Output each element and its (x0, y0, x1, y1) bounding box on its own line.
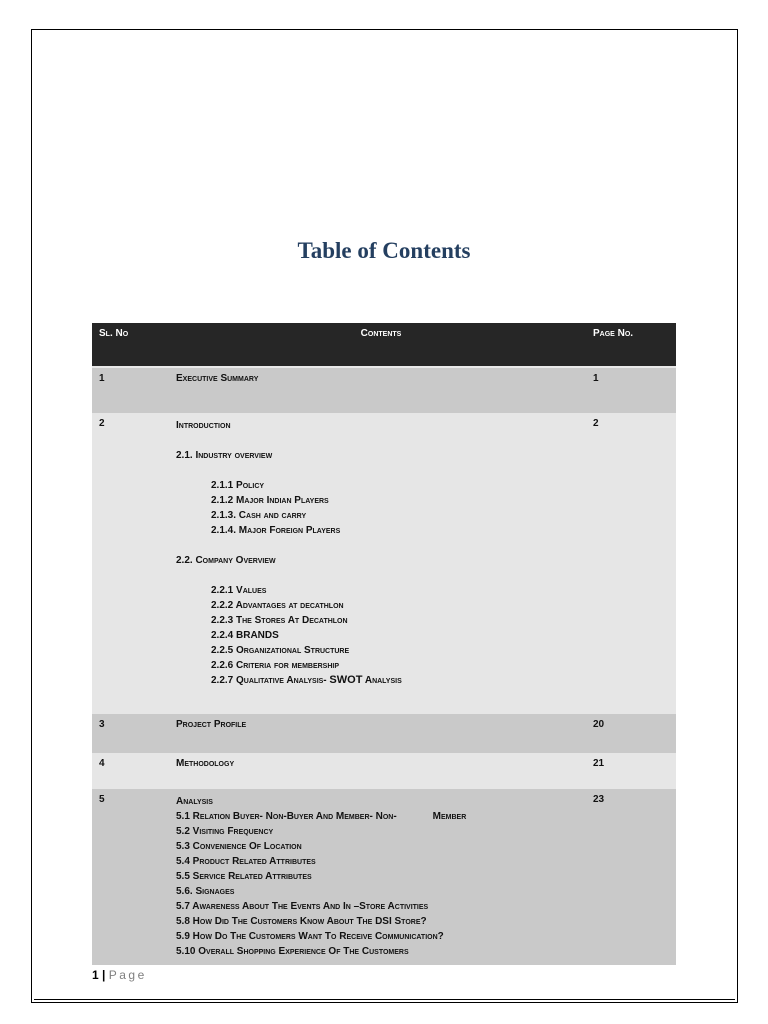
toc-entry: 2.1. Industry overview (176, 450, 273, 461)
header-page-no: Page No. (593, 328, 634, 339)
toc-entry: 2.2.6 Criteria for membership (211, 660, 340, 671)
row-contents: Methodology (176, 758, 235, 769)
toc-entry: 2.2.3 The Stores At Decathlon (211, 615, 348, 626)
row-contents: Executive Summary (176, 373, 259, 384)
row-contents (176, 794, 586, 959)
toc-entry: Introduction (176, 420, 231, 431)
header-contents: Contents (360, 328, 402, 339)
toc-entry-part: Member (432, 811, 467, 822)
toc-entry: 2.2.5 Organizational Structure (211, 645, 350, 656)
row-sl: 1 (99, 373, 105, 384)
toc-entry-part: 2.2.7 Qualitative Analysis- (211, 675, 327, 686)
footer-page-number: 1 (92, 968, 99, 982)
table-row (92, 714, 676, 753)
toc-entry: 2.2.2 Advantages at decathlon (211, 600, 344, 611)
toc-entry-part: 5.1 Relation Buyer- Non-Buyer And Member- Non- (176, 811, 397, 822)
row-page: 2 (593, 418, 599, 429)
row-sl: 3 (99, 719, 105, 730)
toc-entry (176, 673, 586, 688)
header-sl-no: Sl. No (99, 328, 129, 339)
row-page: 20 (593, 719, 605, 730)
toc-entry-part: Analysis (364, 675, 402, 686)
page-footer (92, 968, 147, 982)
toc-entry: 5.9 How Do The Customers Want To Receive Communication? (176, 931, 444, 942)
table-row (92, 368, 676, 413)
toc-entry: 5.4 Product Related Attributes (176, 856, 316, 867)
row-contents (176, 418, 586, 688)
toc-entry: 5.6. Signages (176, 886, 235, 897)
toc-entry: 2.1.1 Policy (211, 480, 265, 491)
toc-entry: 5.3 Convenience Of Location (176, 841, 302, 852)
toc-entry: 5.8 How Did The Customers Know About The DSI Store? (176, 916, 427, 927)
toc-entry: 2.1.4. Major Foreign Players (211, 525, 341, 536)
toc-entry: 5.5 Service Related Attributes (176, 871, 312, 882)
row-sl: 4 (99, 758, 105, 769)
row-contents: Project Profile (176, 719, 247, 730)
row-page: 21 (593, 758, 605, 769)
toc-entry: 5.10 Overall Shopping Experience Of The Customers (176, 946, 409, 957)
toc-entry: Analysis (176, 796, 213, 807)
toc-entry (176, 809, 586, 824)
toc-entry-part: SWOT (329, 674, 363, 686)
table-header (92, 323, 676, 368)
toc-entry: 5.2 Visiting Frequency (176, 826, 274, 837)
footer-separator: | (102, 968, 106, 982)
page-title: Table of Contents (297, 238, 471, 263)
toc-entry: 2.1.3. Cash and carry (211, 510, 307, 521)
row-sl: 5 (99, 794, 105, 805)
row-sl: 2 (99, 418, 105, 429)
toc-entry: 5.7 Awareness About The Events And In –Store Activities (176, 901, 429, 912)
table-row (92, 789, 676, 965)
toc-entry: 2.2.4 BRANDS (211, 630, 279, 641)
row-page: 23 (593, 794, 605, 805)
row-page: 1 (593, 373, 599, 384)
toc-entry: 2.1.2 Major Indian Players (211, 495, 329, 506)
toc-table (92, 323, 676, 965)
table-row (92, 753, 676, 789)
toc-entry: 2.2. Company Overview (176, 555, 276, 566)
table-row (92, 413, 676, 714)
toc-entry: 2.2.1 Values (211, 585, 267, 596)
footer-page-label: Page (108, 968, 147, 982)
